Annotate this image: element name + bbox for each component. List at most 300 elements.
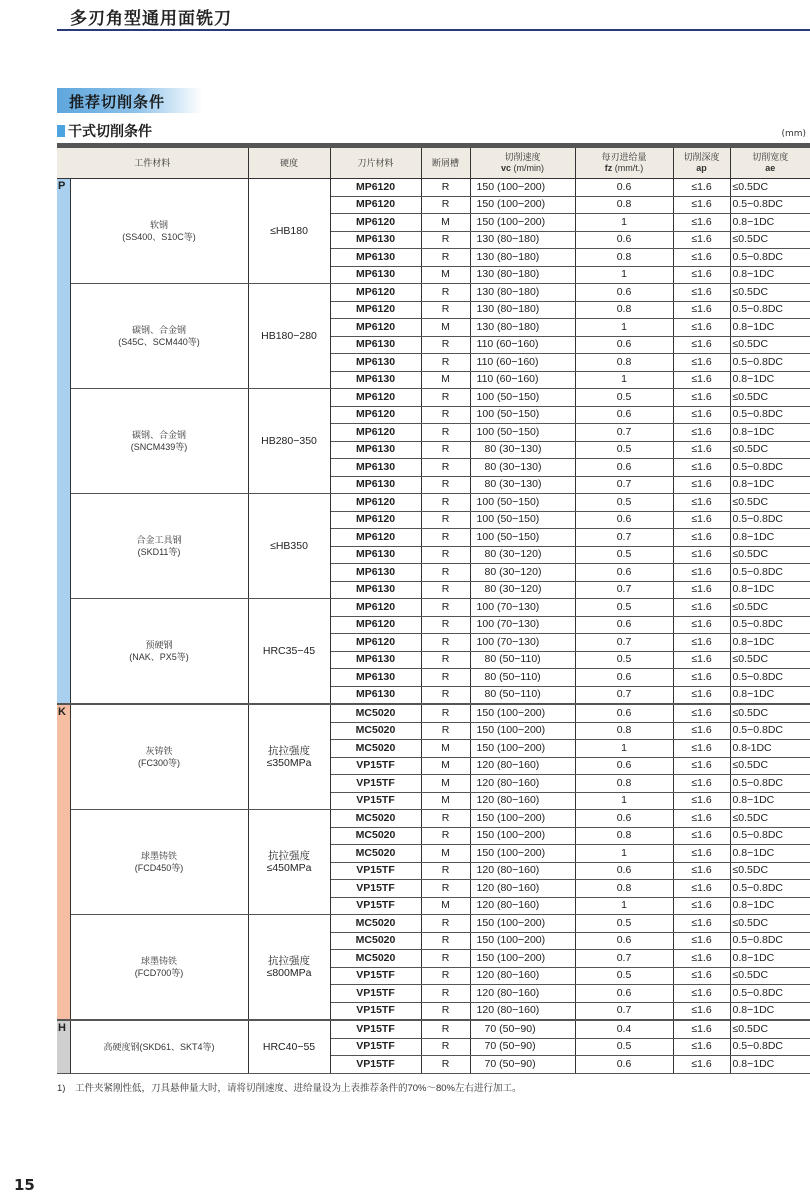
width-of-cut: 0.5−0.8DC xyxy=(730,722,810,740)
feed-per-tooth: 0.6 xyxy=(575,459,673,477)
depth-of-cut: ≤1.6 xyxy=(673,599,730,617)
chipbreaker: R xyxy=(421,564,470,582)
material-example: (SKD11等) xyxy=(137,547,181,557)
width-of-cut: 0.5−0.8DC xyxy=(730,249,810,267)
cutting-speed: 120 (80−160) xyxy=(470,897,575,915)
feed-per-tooth: 0.5 xyxy=(575,915,673,933)
insert-grade: MP6130 xyxy=(330,231,421,249)
chipbreaker: R xyxy=(421,704,470,722)
chipbreaker: R xyxy=(421,686,470,704)
feed-per-tooth: 0.5 xyxy=(575,389,673,407)
material-cell xyxy=(70,915,248,1021)
chipbreaker: R xyxy=(421,1056,470,1074)
width-of-cut: 0.8−1DC xyxy=(730,792,810,810)
header-material: 工件材料 xyxy=(57,148,248,179)
chipbreaker: R xyxy=(421,880,470,898)
chipbreaker: R xyxy=(421,406,470,424)
insert-grade: MP6130 xyxy=(330,669,421,687)
section-banner xyxy=(57,88,202,113)
width-of-cut: 0.8-1DC xyxy=(730,740,810,758)
depth-of-cut: ≤1.6 xyxy=(673,424,730,442)
chipbreaker: R xyxy=(421,915,470,933)
depth-of-cut: ≤1.6 xyxy=(673,459,730,477)
feed-per-tooth: 1 xyxy=(575,740,673,758)
table-row xyxy=(57,1020,810,1038)
insert-grade: VP15TF xyxy=(330,1020,421,1038)
chipbreaker: R xyxy=(421,476,470,494)
material-cell xyxy=(70,179,248,284)
insert-grade: MP6130 xyxy=(330,546,421,564)
chipbreaker: R xyxy=(421,389,470,407)
width-of-cut: 0.5−0.8DC xyxy=(730,301,810,319)
chipbreaker: R xyxy=(421,1038,470,1056)
insert-grade: VP15TF xyxy=(330,1056,421,1074)
feed-per-tooth: 0.4 xyxy=(575,1020,673,1038)
insert-grade: MP6130 xyxy=(330,564,421,582)
feed-per-tooth: 1 xyxy=(575,371,673,389)
insert-grade: VP15TF xyxy=(330,775,421,793)
depth-of-cut: ≤1.6 xyxy=(673,371,730,389)
insert-grade: VP15TF xyxy=(330,897,421,915)
depth-of-cut: ≤1.6 xyxy=(673,319,730,337)
depth-of-cut: ≤1.6 xyxy=(673,686,730,704)
feed-per-tooth: 0.6 xyxy=(575,932,673,950)
width-of-cut: 0.8−1DC xyxy=(730,634,810,652)
material-name: 球墨铸铁 xyxy=(141,956,178,966)
depth-of-cut: ≤1.6 xyxy=(673,214,730,232)
feed-per-tooth: 1 xyxy=(575,266,673,284)
cutting-speed: 130 (80−180) xyxy=(470,231,575,249)
material-group-K: K xyxy=(57,704,70,1020)
chipbreaker: M xyxy=(421,371,470,389)
insert-grade: MP6120 xyxy=(330,616,421,634)
width-of-cut: 0.5−0.8DC xyxy=(730,564,810,582)
header-fz-symbol: fz xyxy=(604,163,613,173)
width-of-cut: 0.8−1DC xyxy=(730,476,810,494)
hardness-cell: HB280−350 xyxy=(248,389,330,494)
insert-grade: MC5020 xyxy=(330,827,421,845)
hardness-cell: 抗拉强度 ≤350MPa xyxy=(248,704,330,810)
material-name: 合金工具钢 xyxy=(136,535,182,545)
cutting-speed: 150 (100−200) xyxy=(470,950,575,968)
feed-per-tooth: 0.8 xyxy=(575,196,673,214)
cutting-speed: 150 (100−200) xyxy=(470,845,575,863)
feed-per-tooth: 1 xyxy=(575,792,673,810)
insert-grade: MC5020 xyxy=(330,740,421,758)
depth-of-cut: ≤1.6 xyxy=(673,301,730,319)
cutting-speed: 120 (80−160) xyxy=(470,862,575,880)
insert-grade: MP6130 xyxy=(330,476,421,494)
cutting-speed: 150 (100−200) xyxy=(470,810,575,828)
material-name: 碳钢、合金钢 xyxy=(132,325,187,335)
depth-of-cut: ≤1.6 xyxy=(673,564,730,582)
cutting-speed: 120 (80−160) xyxy=(470,967,575,985)
depth-of-cut: ≤1.6 xyxy=(673,967,730,985)
cutting-speed: 120 (80−160) xyxy=(470,792,575,810)
header-fz-label: 每刃进给量 xyxy=(601,152,647,162)
hardness-cell: HRC40−55 xyxy=(248,1020,330,1073)
feed-per-tooth: 0.6 xyxy=(575,564,673,582)
width-of-cut: ≤0.5DC xyxy=(730,599,810,617)
width-of-cut: ≤0.5DC xyxy=(730,546,810,564)
feed-per-tooth: 0.6 xyxy=(575,862,673,880)
insert-grade: MC5020 xyxy=(330,845,421,863)
feed-per-tooth: 0.5 xyxy=(575,546,673,564)
depth-of-cut: ≤1.6 xyxy=(673,336,730,354)
feed-per-tooth: 0.8 xyxy=(575,827,673,845)
width-of-cut: ≤0.5DC xyxy=(730,284,810,302)
cutting-speed: 120 (80−160) xyxy=(470,757,575,775)
feed-per-tooth: 0.7 xyxy=(575,529,673,547)
insert-grade: VP15TF xyxy=(330,757,421,775)
chipbreaker: R xyxy=(421,967,470,985)
insert-grade: MP6130 xyxy=(330,354,421,372)
feed-per-tooth: 0.6 xyxy=(575,1056,673,1074)
material-example: (FC300等) xyxy=(138,758,181,768)
depth-of-cut: ≤1.6 xyxy=(673,494,730,512)
depth-of-cut: ≤1.6 xyxy=(673,1038,730,1056)
insert-grade: MP6130 xyxy=(330,651,421,669)
feed-per-tooth: 0.5 xyxy=(575,1038,673,1056)
insert-grade: VP15TF xyxy=(330,1038,421,1056)
material-name: 软钢 xyxy=(150,220,169,230)
header-fz-unit: (mm/t.) xyxy=(614,163,644,173)
subsection-title: 干式切削条件 xyxy=(68,124,152,140)
table-row xyxy=(57,810,810,828)
material-group-P: P xyxy=(57,179,70,705)
width-of-cut: 0.8−1DC xyxy=(730,529,810,547)
feed-per-tooth: 0.5 xyxy=(575,967,673,985)
width-of-cut: ≤0.5DC xyxy=(730,231,810,249)
chipbreaker: R xyxy=(421,950,470,968)
page-title: 多刃角型通用面铣刀 xyxy=(70,9,232,29)
hardness-cell: HRC35−45 xyxy=(248,599,330,705)
depth-of-cut: ≤1.6 xyxy=(673,775,730,793)
feed-per-tooth: 0.8 xyxy=(575,880,673,898)
hardness-cell: 抗拉强度 ≤800MPa xyxy=(248,915,330,1021)
width-of-cut: 0.8−1DC xyxy=(730,1002,810,1020)
feed-per-tooth: 0.5 xyxy=(575,651,673,669)
cutting-speed: 100 (70−130) xyxy=(470,599,575,617)
depth-of-cut: ≤1.6 xyxy=(673,1020,730,1038)
chipbreaker: R xyxy=(421,249,470,267)
width-of-cut: 0.8−1DC xyxy=(730,424,810,442)
table-row xyxy=(57,284,810,302)
feed-per-tooth: 0.7 xyxy=(575,686,673,704)
table-body xyxy=(57,179,810,1074)
table-row xyxy=(57,494,810,512)
width-of-cut: 0.8−1DC xyxy=(730,319,810,337)
cutting-speed: 100 (50−150) xyxy=(470,529,575,547)
header-insert: 刀片材料 xyxy=(330,148,421,179)
feed-per-tooth: 0.7 xyxy=(575,950,673,968)
depth-of-cut: ≤1.6 xyxy=(673,810,730,828)
insert-grade: MP6130 xyxy=(330,686,421,704)
width-of-cut: 0.8−1DC xyxy=(730,214,810,232)
depth-of-cut: ≤1.6 xyxy=(673,704,730,722)
width-of-cut: 0.5−0.8DC xyxy=(730,406,810,424)
width-of-cut: 0.8−1DC xyxy=(730,845,810,863)
insert-grade: VP15TF xyxy=(330,1002,421,1020)
insert-grade: MP6130 xyxy=(330,336,421,354)
feed-per-tooth: 0.8 xyxy=(575,354,673,372)
feed-per-tooth: 0.6 xyxy=(575,511,673,529)
header-ap-label: 切削深度 xyxy=(683,152,720,162)
chipbreaker: R xyxy=(421,722,470,740)
width-of-cut: 0.5−0.8DC xyxy=(730,932,810,950)
cutting-speed: 80 (30−130) xyxy=(470,459,575,477)
insert-grade: VP15TF xyxy=(330,862,421,880)
header-fz xyxy=(575,148,673,179)
feed-per-tooth: 0.7 xyxy=(575,424,673,442)
width-of-cut: ≤0.5DC xyxy=(730,651,810,669)
insert-grade: VP15TF xyxy=(330,792,421,810)
feed-per-tooth: 0.6 xyxy=(575,616,673,634)
material-name: 高硬度钢(SKD61、SKT4等) xyxy=(103,1041,215,1052)
feed-per-tooth: 0.8 xyxy=(575,722,673,740)
header-hardness: 硬度 xyxy=(248,148,330,179)
width-of-cut: ≤0.5DC xyxy=(730,757,810,775)
chipbreaker: R xyxy=(421,827,470,845)
header-ap-symbol: ap xyxy=(696,163,707,173)
chipbreaker: M xyxy=(421,740,470,758)
chipbreaker: R xyxy=(421,284,470,302)
chipbreaker: R xyxy=(421,494,470,512)
width-of-cut: 0.8−1DC xyxy=(730,686,810,704)
chipbreaker: R xyxy=(421,1002,470,1020)
width-of-cut: 0.5−0.8DC xyxy=(730,196,810,214)
depth-of-cut: ≤1.6 xyxy=(673,406,730,424)
chipbreaker: M xyxy=(421,214,470,232)
depth-of-cut: ≤1.6 xyxy=(673,792,730,810)
material-group-H: H xyxy=(57,1020,70,1073)
cutting-speed: 80 (30−130) xyxy=(470,441,575,459)
hardness-cell: HB180−280 xyxy=(248,284,330,389)
depth-of-cut: ≤1.6 xyxy=(673,915,730,933)
insert-grade: VP15TF xyxy=(330,967,421,985)
depth-of-cut: ≤1.6 xyxy=(673,669,730,687)
feed-per-tooth: 0.7 xyxy=(575,581,673,599)
material-name: 预硬钢 xyxy=(145,640,173,650)
insert-grade: MP6120 xyxy=(330,494,421,512)
cutting-speed: 80 (30−120) xyxy=(470,546,575,564)
title-rule xyxy=(57,29,810,31)
insert-grade: MP6120 xyxy=(330,511,421,529)
depth-of-cut: ≤1.6 xyxy=(673,546,730,564)
header-ae-symbol: ae xyxy=(765,163,776,173)
depth-of-cut: ≤1.6 xyxy=(673,196,730,214)
width-of-cut: 0.5−0.8DC xyxy=(730,616,810,634)
depth-of-cut: ≤1.6 xyxy=(673,511,730,529)
insert-grade: VP15TF xyxy=(330,985,421,1003)
material-cell xyxy=(70,704,248,810)
depth-of-cut: ≤1.6 xyxy=(673,932,730,950)
material-example: (NAK、PX5等) xyxy=(129,652,189,662)
material-name: 碳钢、合金钢 xyxy=(132,430,187,440)
depth-of-cut: ≤1.6 xyxy=(673,1002,730,1020)
insert-grade: MP6120 xyxy=(330,284,421,302)
chipbreaker: M xyxy=(421,792,470,810)
section-title: 推荐切削条件 xyxy=(69,93,166,111)
width-of-cut: ≤0.5DC xyxy=(730,441,810,459)
feed-per-tooth: 0.6 xyxy=(575,757,673,775)
header-vc-symbol: vc xyxy=(501,163,512,173)
table-header-row xyxy=(57,148,810,179)
chipbreaker: R xyxy=(421,669,470,687)
depth-of-cut: ≤1.6 xyxy=(673,179,730,197)
insert-grade: MP6120 xyxy=(330,424,421,442)
feed-per-tooth: 0.8 xyxy=(575,301,673,319)
table-row xyxy=(57,704,810,722)
width-of-cut: ≤0.5DC xyxy=(730,810,810,828)
feed-per-tooth: 1 xyxy=(575,897,673,915)
cutting-speed: 120 (80−160) xyxy=(470,1002,575,1020)
feed-per-tooth: 0.6 xyxy=(575,284,673,302)
width-of-cut: 0.8−1DC xyxy=(730,371,810,389)
cutting-speed: 100 (70−130) xyxy=(470,616,575,634)
cutting-speed: 150 (100−200) xyxy=(470,915,575,933)
depth-of-cut: ≤1.6 xyxy=(673,722,730,740)
unit-label: (mm) xyxy=(781,129,806,139)
feed-per-tooth: 0.6 xyxy=(575,704,673,722)
hardness-cell: ≤HB350 xyxy=(248,494,330,599)
feed-per-tooth: 0.6 xyxy=(575,231,673,249)
insert-grade: MC5020 xyxy=(330,722,421,740)
chipbreaker: R xyxy=(421,301,470,319)
depth-of-cut: ≤1.6 xyxy=(673,249,730,267)
width-of-cut: ≤0.5DC xyxy=(730,179,810,197)
insert-grade: MP6120 xyxy=(330,406,421,424)
insert-grade: MC5020 xyxy=(330,810,421,828)
cutting-speed: 100 (50−150) xyxy=(470,424,575,442)
feed-per-tooth: 0.7 xyxy=(575,1002,673,1020)
insert-grade: MP6120 xyxy=(330,389,421,407)
depth-of-cut: ≤1.6 xyxy=(673,389,730,407)
cutting-speed: 110 (60−160) xyxy=(470,354,575,372)
depth-of-cut: ≤1.6 xyxy=(673,985,730,1003)
depth-of-cut: ≤1.6 xyxy=(673,862,730,880)
header-vc-label: 切削速度 xyxy=(504,152,541,162)
width-of-cut: ≤0.5DC xyxy=(730,967,810,985)
header-ae-label: 切削宽度 xyxy=(752,152,789,162)
material-example: (S45C、SCM440等) xyxy=(118,337,200,347)
material-example: (SS400、S10C等) xyxy=(122,232,196,242)
header-chipbreaker: 断屑槽 xyxy=(421,148,470,179)
depth-of-cut: ≤1.6 xyxy=(673,757,730,775)
table-row xyxy=(57,915,810,933)
cutting-speed: 150 (100−200) xyxy=(470,179,575,197)
width-of-cut: 0.5−0.8DC xyxy=(730,669,810,687)
cutting-speed: 80 (30−130) xyxy=(470,476,575,494)
chipbreaker: R xyxy=(421,511,470,529)
depth-of-cut: ≤1.6 xyxy=(673,231,730,249)
insert-grade: MC5020 xyxy=(330,932,421,950)
feed-per-tooth: 0.8 xyxy=(575,249,673,267)
chipbreaker: R xyxy=(421,546,470,564)
insert-grade: MP6130 xyxy=(330,266,421,284)
depth-of-cut: ≤1.6 xyxy=(673,441,730,459)
chipbreaker: R xyxy=(421,336,470,354)
material-cell xyxy=(70,389,248,494)
insert-grade: MP6130 xyxy=(330,371,421,389)
insert-grade: MC5020 xyxy=(330,915,421,933)
cutting-speed: 100 (50−150) xyxy=(470,406,575,424)
cutting-speed: 120 (80−160) xyxy=(470,880,575,898)
material-cell xyxy=(70,1020,248,1073)
feed-per-tooth: 1 xyxy=(575,319,673,337)
insert-grade: VP15TF xyxy=(330,880,421,898)
width-of-cut: ≤0.5DC xyxy=(730,389,810,407)
depth-of-cut: ≤1.6 xyxy=(673,616,730,634)
cutting-speed: 130 (80−180) xyxy=(470,301,575,319)
width-of-cut: ≤0.5DC xyxy=(730,704,810,722)
cutting-speed: 100 (50−150) xyxy=(470,494,575,512)
depth-of-cut: ≤1.6 xyxy=(673,880,730,898)
cutting-speed: 130 (80−180) xyxy=(470,249,575,267)
cutting-speed: 130 (80−180) xyxy=(470,284,575,302)
chipbreaker: R xyxy=(421,634,470,652)
insert-grade: MP6120 xyxy=(330,599,421,617)
page-number: 15 xyxy=(14,1176,35,1194)
cutting-speed: 130 (80−180) xyxy=(470,319,575,337)
feed-per-tooth: 1 xyxy=(575,845,673,863)
cutting-speed: 120 (80−160) xyxy=(470,775,575,793)
cutting-speed: 130 (80−180) xyxy=(470,266,575,284)
square-bullet-icon xyxy=(57,125,65,137)
chipbreaker: M xyxy=(421,775,470,793)
feed-per-tooth: 0.6 xyxy=(575,179,673,197)
insert-grade: MP6130 xyxy=(330,459,421,477)
depth-of-cut: ≤1.6 xyxy=(673,950,730,968)
chipbreaker: R xyxy=(421,985,470,1003)
depth-of-cut: ≤1.6 xyxy=(673,354,730,372)
depth-of-cut: ≤1.6 xyxy=(673,1056,730,1074)
width-of-cut: 0.5−0.8DC xyxy=(730,1038,810,1056)
feed-per-tooth: 0.5 xyxy=(575,599,673,617)
material-example: (SNCM439等) xyxy=(130,442,188,452)
chipbreaker: R xyxy=(421,932,470,950)
feed-per-tooth: 0.7 xyxy=(575,476,673,494)
chipbreaker: R xyxy=(421,651,470,669)
width-of-cut: 0.5−0.8DC xyxy=(730,827,810,845)
width-of-cut: ≤0.5DC xyxy=(730,915,810,933)
width-of-cut: 0.5−0.8DC xyxy=(730,880,810,898)
cutting-speed: 120 (80−160) xyxy=(470,985,575,1003)
insert-grade: MP6120 xyxy=(330,179,421,197)
width-of-cut: 0.5−0.8DC xyxy=(730,354,810,372)
chipbreaker: R xyxy=(421,441,470,459)
footnote: 1) 工件夹紧刚性低，刀具悬伸量大时，请将切削速度、进给量设为上表推荐条件的70%～80%左右进行加工。 xyxy=(57,1083,522,1094)
hardness-cell: ≤HB180 xyxy=(248,179,330,284)
width-of-cut: ≤0.5DC xyxy=(730,1020,810,1038)
material-name: 灰铸铁 xyxy=(145,746,173,756)
width-of-cut: ≤0.5DC xyxy=(730,494,810,512)
width-of-cut: 0.5−0.8DC xyxy=(730,775,810,793)
cutting-speed: 80 (50−110) xyxy=(470,651,575,669)
insert-grade: MP6120 xyxy=(330,634,421,652)
header-ap xyxy=(673,148,730,179)
cutting-speed: 70 (50−90) xyxy=(470,1056,575,1074)
chipbreaker: R xyxy=(421,459,470,477)
feed-per-tooth: 0.8 xyxy=(575,775,673,793)
cutting-speed: 80 (30−120) xyxy=(470,581,575,599)
insert-grade: MC5020 xyxy=(330,950,421,968)
width-of-cut: 0.8−1DC xyxy=(730,266,810,284)
width-of-cut: 0.5−0.8DC xyxy=(730,985,810,1003)
chipbreaker: M xyxy=(421,319,470,337)
header-vc-unit: (m/min) xyxy=(513,163,545,173)
cutting-speed: 80 (30−120) xyxy=(470,564,575,582)
